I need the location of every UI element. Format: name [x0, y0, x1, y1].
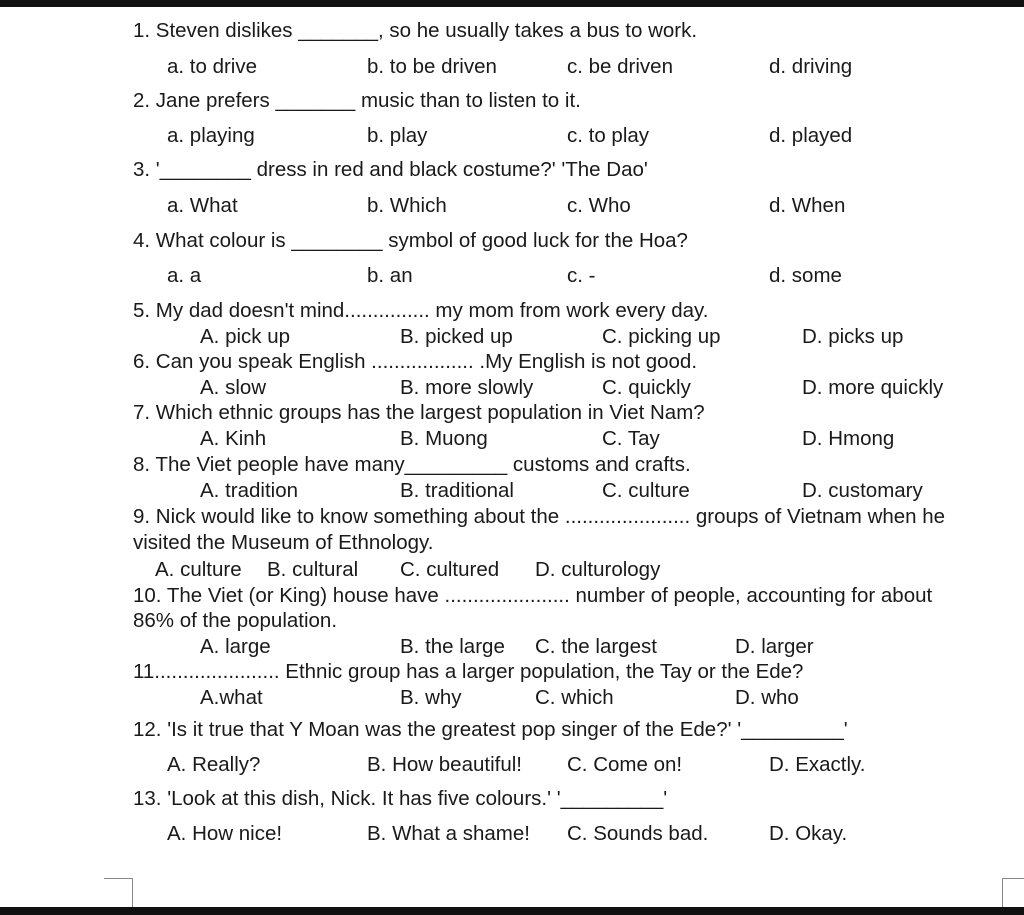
- question-8-option-a: A. tradition: [200, 479, 298, 502]
- question-6-option-c: C. quickly: [602, 376, 691, 399]
- question-7-option-b: B. Muong: [400, 427, 488, 450]
- question-9-stem: 9. Nick would like to know something about the ...................... groups of Vietnam when he: [133, 505, 946, 528]
- question-8-stem: 8. The Viet people have many_________ customs and crafts.: [133, 453, 691, 476]
- question-10-option-a: A. large: [200, 635, 271, 658]
- question-10-option-b: B. the large: [400, 635, 505, 658]
- question-4-option-a: a. a: [167, 264, 202, 287]
- question-9-option-b: B. cultural: [267, 558, 359, 581]
- question-11-option-a: A.what: [200, 686, 263, 709]
- question-12-option-c: C. Come on!: [567, 753, 683, 776]
- question-2-option-d: d. played: [769, 124, 853, 147]
- question-7-stem: 7. Which ethnic groups has the largest population in Viet Nam?: [133, 401, 705, 424]
- question-12-stem: 12. 'Is it true that Y Moan was the greatest pop singer of the Ede?' '_________': [133, 718, 848, 741]
- question-2-stem: 2. Jane prefers _______ music than to listen to it.: [133, 89, 581, 112]
- question-13-option-c: C. Sounds bad.: [567, 822, 709, 845]
- question-2-option-a: a. playing: [167, 124, 255, 147]
- question-7-option-d: D. Hmong: [802, 427, 895, 450]
- question-1-stem: 1. Steven dislikes _______, so he usually takes a bus to work.: [133, 19, 698, 42]
- question-1-option-d: d. driving: [769, 55, 853, 78]
- question-12-option-a: A. Really?: [167, 753, 261, 776]
- question-3-option-d: d. When: [769, 194, 846, 217]
- question-6-option-a: A. slow: [200, 376, 267, 399]
- question-1-option-c: c. be driven: [567, 55, 673, 78]
- question-13-option-a: A. How nice!: [167, 822, 283, 845]
- question-11-option-c: C. which: [535, 686, 614, 709]
- bottom-edge-bar: [0, 907, 1024, 915]
- question-4-option-b: b. an: [367, 264, 413, 287]
- question-10-stem: 10. The Viet (or King) house have ...................... number of people, accounting for about: [133, 584, 933, 607]
- question-7-option-a: A. Kinh: [200, 427, 267, 450]
- question-9-option-d: D. culturology: [535, 558, 661, 581]
- question-5-option-d: D. picks up: [802, 325, 904, 348]
- question-8-option-b: B. traditional: [400, 479, 514, 502]
- question-10-stem-continued: 86% of the population.: [133, 609, 338, 632]
- question-3-option-c: c. Who: [567, 194, 631, 217]
- question-4-option-c: c. -: [567, 264, 596, 287]
- question-4-stem: 4. What colour is ________ symbol of good luck for the Hoa?: [133, 229, 688, 252]
- question-12-option-b: B. How beautiful!: [367, 753, 522, 776]
- question-11-option-d: D. who: [735, 686, 799, 709]
- question-13-option-b: B. What a shame!: [367, 822, 530, 845]
- question-11-stem: 11...................... Ethnic group has a larger population, the Tay or the Ede?: [133, 660, 804, 683]
- top-edge-bar: [0, 0, 1024, 7]
- question-5-option-c: C. picking up: [602, 325, 721, 348]
- question-7-option-c: C. Tay: [602, 427, 660, 450]
- question-10-option-c: C. the largest: [535, 635, 657, 658]
- question-6-option-b: B. more slowly: [400, 376, 534, 399]
- question-9-option-a: A. culture: [155, 558, 242, 581]
- question-2-option-b: b. play: [367, 124, 428, 147]
- question-6-stem: 6. Can you speak English .................. .My English is not good.: [133, 350, 698, 373]
- question-4-option-d: d. some: [769, 264, 842, 287]
- page-corner-mark-right: [1002, 878, 1024, 907]
- question-1-option-b: b. to be driven: [367, 55, 497, 78]
- question-8-option-d: D. customary: [802, 479, 923, 502]
- question-9-stem-continued: visited the Museum of Ethnology.: [133, 531, 434, 554]
- question-11-option-b: B. why: [400, 686, 462, 709]
- question-5-stem: 5. My dad doesn't mind............... my mom from work every day.: [133, 299, 709, 322]
- question-3-option-b: b. Which: [367, 194, 447, 217]
- question-2-option-c: c. to play: [567, 124, 650, 147]
- question-9-option-c: C. cultured: [400, 558, 500, 581]
- question-5-option-b: B. picked up: [400, 325, 513, 348]
- question-10-option-d: D. larger: [735, 635, 814, 658]
- question-6-option-d: D. more quickly: [802, 376, 944, 399]
- question-3-stem: 3. '________ dress in red and black costume?' 'The Dao': [133, 158, 648, 181]
- page-corner-mark-left: [104, 878, 133, 907]
- question-8-option-c: C. culture: [602, 479, 690, 502]
- question-5-option-a: A. pick up: [200, 325, 291, 348]
- question-3-option-a: a. What: [167, 194, 238, 217]
- question-13-stem: 13. 'Look at this dish, Nick. It has five colours.' '_________': [133, 787, 668, 810]
- question-13-option-d: D. Okay.: [769, 822, 848, 845]
- question-12-option-d: D. Exactly.: [769, 753, 866, 776]
- question-1-option-a: a. to drive: [167, 55, 258, 78]
